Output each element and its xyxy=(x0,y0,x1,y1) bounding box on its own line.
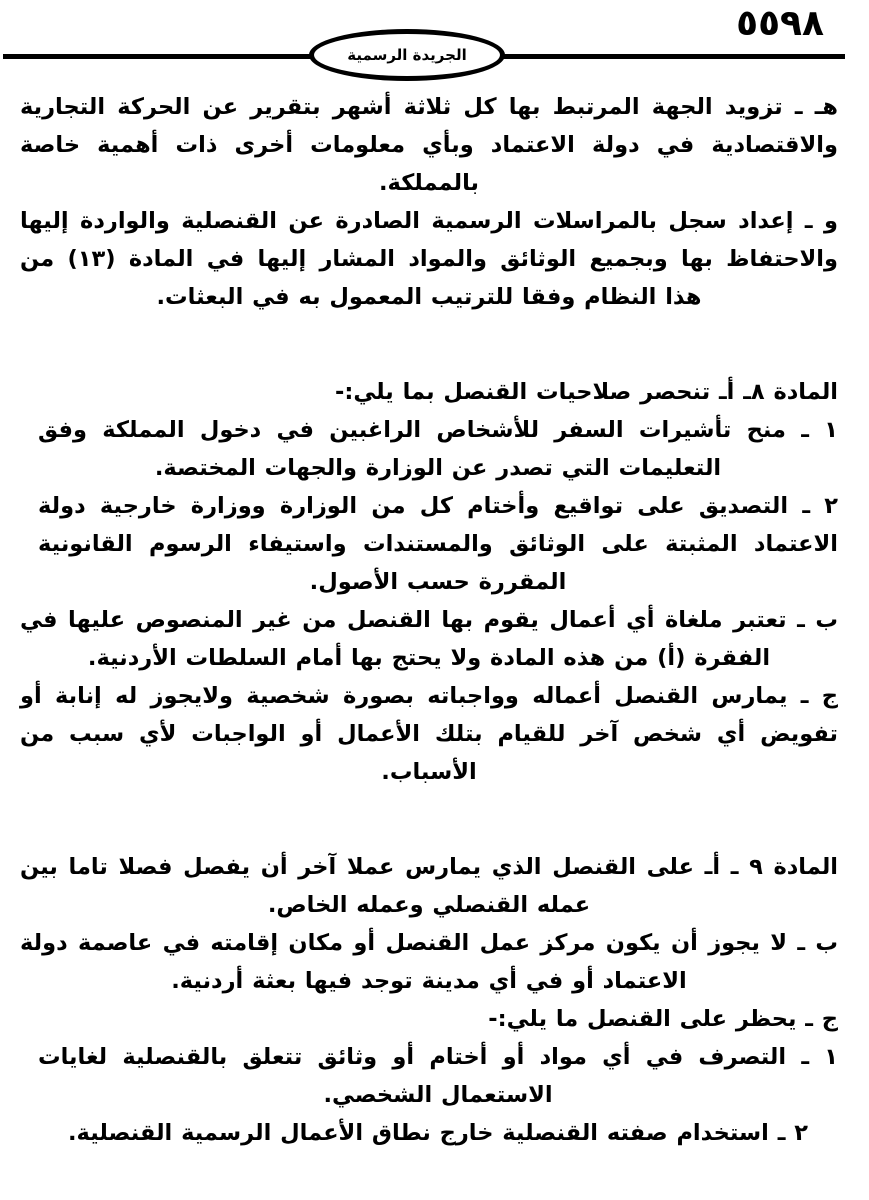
paragraph-item-haa: هـ ـ تزويد الجهة المرتبط بها كل ثلاثة أشهر بتقرير عن الحركة التجارية والاقتصادية في دولة الاعتماد وبأي معلومات أخرى ذات أهمية خاصة بالمملكة. xyxy=(20,94,838,196)
paragraph-article-8-b: ب ـ تعتبر ملغاة أي أعمال يقوم بها القنصل من غير المنصوص عليها في الفقرة (أ) من هذه المادة ولا يحتج بها أمام السلطات الأردنية. xyxy=(20,607,838,671)
paragraph-article-8-a-2: ٢ ـ التصديق على تواقيع وأختام كل من الوزارة ووزارة خارجية دولة الاعتماد المثبتة على الوثائق والمستندات واستيفاء الرسوم القانونية المقررة حسب الأصول. xyxy=(38,493,838,595)
paragraph-article-8-c: ج ـ يمارس القنصل أعماله وواجباته بصورة شخصية ولايجوز له إنابة أو تفويض أي شخص آخر للقيام بتلك الأعمال أو الواجبات لأي سبب من الأسباب. xyxy=(20,683,838,785)
paragraph-article-9-c-2: ٢ ـ استخدام صفته القنصلية خارج نطاق الأعمال الرسمية القنصلية. xyxy=(68,1120,808,1146)
paragraph-article-9-a: المادة ٩ ـ أـ على القنصل الذي يمارس عملا آخر أن يفصل فصلا تاما بين عمله القنصلي وعمله الخاص. xyxy=(20,854,839,918)
paragraph-article-9-b: ب ـ لا يجوز أن يكون مركز عمل القنصل أو مكان إقامته في عاصمة دولة الاعتماد أو في أي مدينة توجد فيها بعثة أردنية. xyxy=(20,930,838,994)
document-body xyxy=(0,88,869,1152)
paragraph-item-waw: و ـ إعداد سجل بالمراسلات الرسمية الصادرة عن القنصلية والواردة إليها والاحتفاظ بها وبجميع الوثائق والمواد المشار إليها في المادة (١٣) من هذا النظام وفقا للترتيب المعمول به في البعثات. xyxy=(20,208,838,310)
heading-article-9-c: ج ـ يحظر على القنصل ما يلي:- xyxy=(488,1006,838,1032)
gazette-title-label: الجريدة الرسمية xyxy=(347,45,467,64)
paragraph-article-9-c-1: ١ ـ التصرف في أي مواد أو أختام أو وثائق تتعلق بالقنصلية لغايات الاستعمال الشخصي. xyxy=(38,1044,838,1108)
section-spacer xyxy=(10,316,838,373)
heading-article-8: المادة ٨ـ أـ تنحصر صلاحيات القنصل بما يلي:- xyxy=(335,379,838,405)
page-header xyxy=(0,0,869,88)
page-number: ٥٥٩٨ xyxy=(736,3,824,44)
gazette-title-badge xyxy=(309,29,505,81)
section-spacer xyxy=(10,791,838,848)
paragraph-article-8-a-1: ١ ـ منح تأشيرات السفر للأشخاص الراغبين في دخول المملكة وفق التعليمات التي تصدر عن الوزارة والجهات المختصة. xyxy=(38,417,838,481)
